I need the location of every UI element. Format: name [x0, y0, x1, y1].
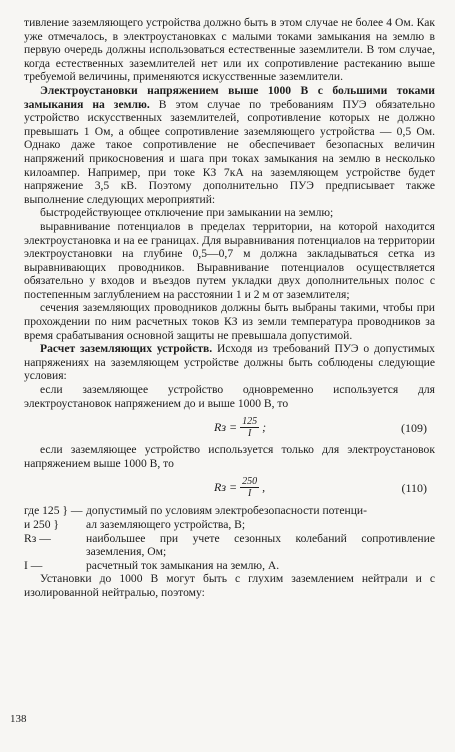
paragraph-high-voltage	[24, 84, 435, 206]
formula-109-tail: ;	[262, 420, 267, 435]
list-item-fast-disconnect: быстродействующее отключение при замыкании на землю;	[40, 206, 334, 220]
formula-109-number: (109)	[401, 421, 427, 436]
definition-row	[24, 504, 435, 518]
section-heading-high-voltage: Электроустановки напряжением выше 1000 В с большими токами замыкания на землю.	[24, 83, 435, 111]
formula-110	[24, 472, 435, 502]
formula-109-eq: =	[229, 420, 238, 435]
formula-109-lhs: Rз	[214, 420, 227, 435]
list-item-conductor-sections: сечения заземляющих проводников должны быть выбраны такими, чтобы при прохождении по ним расчетных токов КЗ из земли температура проводников за время срабатывания основной защиты не превышала допустимой.	[24, 301, 435, 342]
definition-term: где 125 } —	[24, 504, 83, 518]
formula-110-number: (110)	[401, 481, 427, 496]
paragraph-low-voltage: Установки до 1000 В могут быть с глухим заземлением нейтрали и с изолированной нейтралью, поэтому:	[24, 572, 435, 599]
definition-desc: допустимый по условиям электробезопасности потенци-	[86, 504, 367, 518]
definition-desc: наибольшее при учете сезонных колебаний сопротивление заземления, Ом;	[86, 531, 435, 559]
list-item-potential-equalization: выравнивание потенциалов в пределах территории, на которой находится электроустановка и на ее границах. Для выравнивания потенциалов на территории электроустановки на глубине 0,5—0,7 м должна закладываться сетка из выравнивающих проводников. Выравнивание потенциалов осуществляется обязательно у входов и въездов путем укладки двух дополнительных полос с постепенным заглублением на расстоянии 1 и 2 м от заземлителя;	[24, 219, 435, 301]
formula-110-eq: =	[229, 480, 238, 495]
formula-110-numerator: 250	[242, 476, 258, 488]
paragraph-calculation	[24, 342, 435, 383]
section-heading-calculation: Расчет заземляющих устройств.	[40, 342, 213, 356]
definition-desc: ал заземляющего устройства, В;	[86, 518, 246, 531]
paragraph-intro: тивление заземляющего устройства должно быть в этом случае не более 4 Ом. Как уже отмечалось, в электроустановках с малыми токами замыкания на землю в первую очередь должны использоваться естественные заземлители. В том случае, когда естественных заземлителей нет или их сопротивление растеканию выше требуемой величины, применяются искусственные заземлители.	[24, 16, 435, 84]
paragraph-calculation-text: Исходя из требований ПУЭ о допустимых напряжениях на заземляющем устройстве должны быть соблюдены следующие условия:	[24, 342, 435, 383]
formula-110-denominator: I	[247, 488, 252, 500]
formula-109	[24, 412, 435, 442]
definitions-list	[24, 504, 435, 572]
paragraph-condition-2: если заземляющее устройство используется только для электроустановок напряжением выше 1000 В, то	[24, 443, 435, 470]
definition-term: I —	[24, 558, 43, 572]
formula-109-denominator: I	[247, 428, 252, 440]
paragraph-high-voltage-text: В этом случае по требованиям ПУЭ обязательно устройство искусственных заземлителей, сопротивление которых не должно превышать 1 Ом, а общее сопротивление заземляющего устройства — 0,5 Ом. Однако даже такое сопротивление не обеспечивает безопасных величин напряжений прикосновения и шага при токах замыкания на землю в несколько килоампер. Например, при токе КЗ 7кА на заземляющем устройстве будет напряжение 3,5 кВ. Поэтому дополнительно ПУЭ предписывает также выполнение следующих мероприятий:	[24, 97, 435, 206]
definition-desc: расчетный ток замыкания на землю, А.	[86, 558, 280, 572]
formula-110-tail: ,	[262, 480, 266, 495]
page-number: 138	[10, 713, 27, 725]
formula-110-lhs: Rз	[214, 480, 227, 495]
definition-term: и 250 }	[24, 518, 59, 531]
formula-109-fraction	[240, 416, 259, 439]
definition-row	[24, 532, 435, 559]
formula-109-numerator: 125	[242, 416, 258, 428]
definition-row	[24, 518, 435, 532]
definition-term: Rз —	[24, 531, 51, 545]
definition-row	[24, 559, 435, 573]
paragraph-condition-1: если заземляющее устройство одновременно используется для электроустановок напряжением до и выше 1000 В, то	[24, 383, 435, 410]
formula-110-fraction	[240, 476, 259, 499]
